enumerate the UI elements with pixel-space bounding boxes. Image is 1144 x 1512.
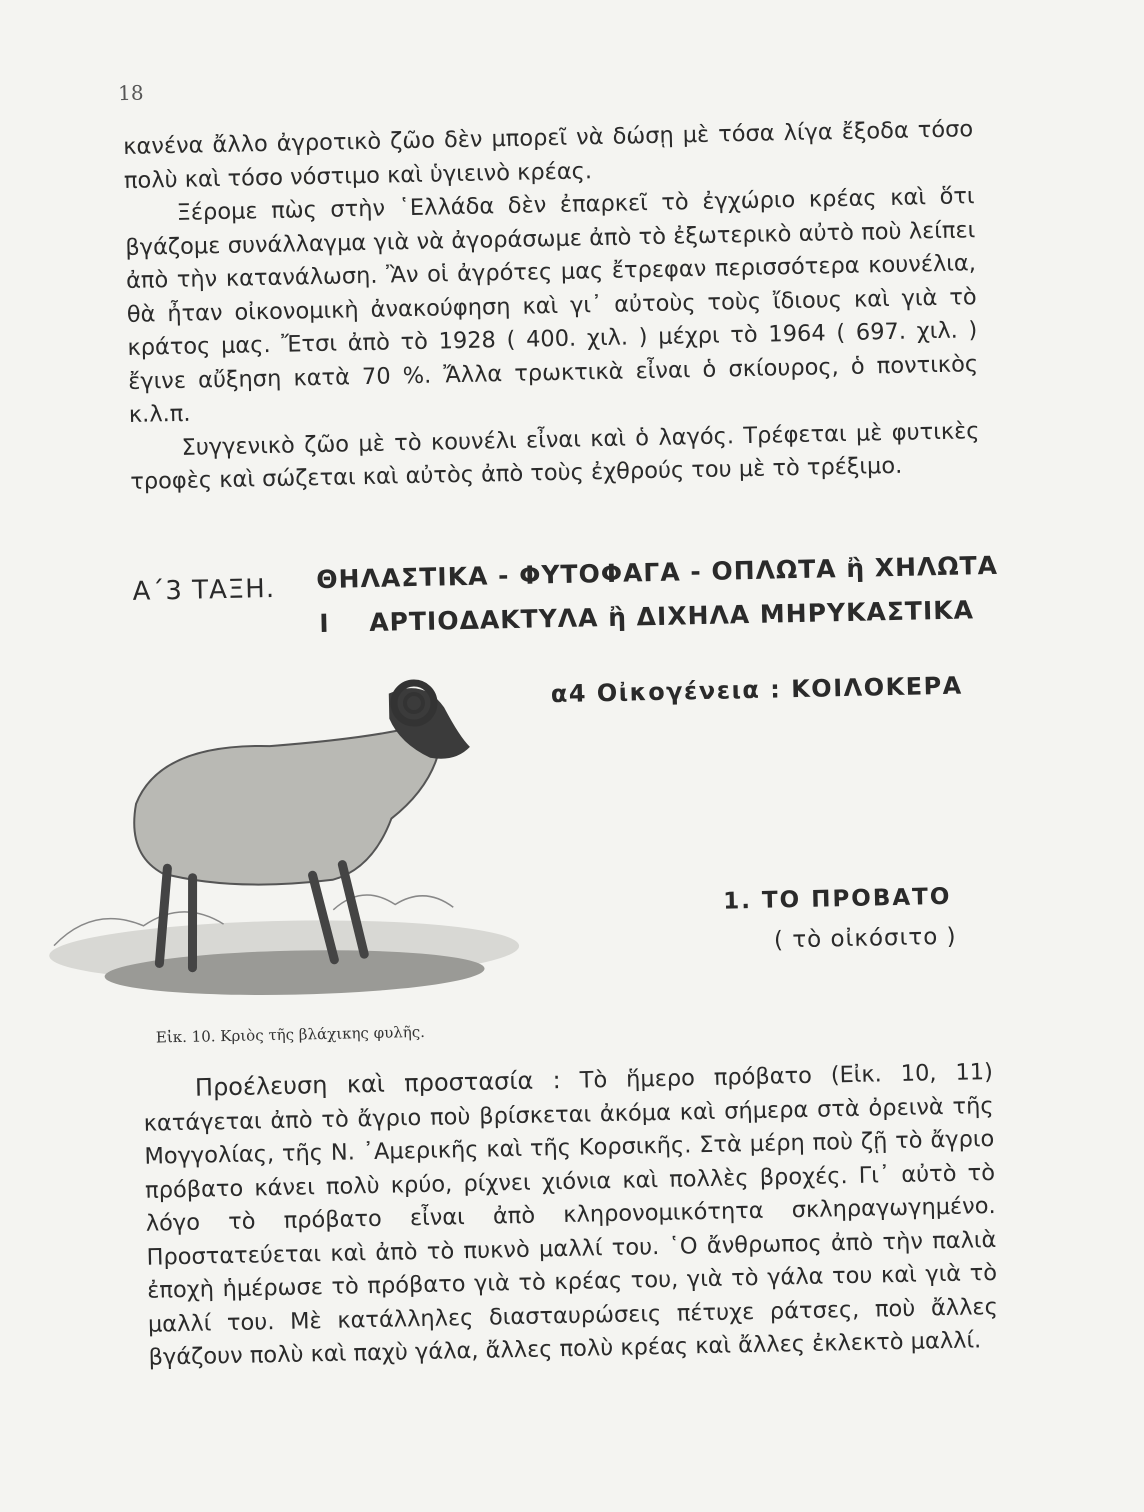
chapter-title: 1. ΤΟ ΠΡΟΒΑΤΟ: [722, 883, 952, 915]
page-number: 18: [117, 80, 144, 106]
ram-illustration: [28, 656, 535, 1021]
section-numeral: Ι: [318, 608, 330, 639]
section-heading-line1: ΘΗΛΑΣΤΙΚΑ - ΦΥΤΟΦΑΓΑ - ΟΠΛΩΤΑ ἢ ΧΗΛΩΤΑ: [316, 550, 999, 595]
paragraph: Ξέρομε πὼς στὴν ῾Ελλάδα δὲν ἐπαρκεῖ τὸ ἐγχώριο κρέας καὶ ὅτι βγάζομε συνάλλαγμα γιὰ νὰ ἀγοράσωμε ἀπὸ τὸ ἐξωτερικὸ αὐτὸ ποὺ λείπει ἀπὸ τὴν κατανάλωση. Ἂν οἱ ἀγρότες μας ἔτρεφαν περισσότερα κουνέλια, θὰ ἦταν οἰκονομικὴ ἀνακούφηση καὶ γι᾿ αὐτοὺς τοὺς ἴδιους καὶ γιὰ τὸ κράτος μας. Ἔτσι ἀπὸ τὸ 1928 ( 400. χιλ. ) μέχρι τὸ 1964 ( 697. χιλ. ) ἔγινε αὔξηση κατὰ 70 %. Ἄλλα τρωκτικὰ εἶναι ὁ σκίουρος, ὁ ποντικὸς κ.λ.π.: [125, 183, 979, 428]
top-text: [123, 113, 981, 499]
paragraph: Τὸ ἥμερο πρόβατο (Εἰκ. 10, 11) κατάγεται ἀπὸ τὸ ἄγριο ποὺ βρίσκεται ἀκόμα καὶ σήμερα στὰ ὀρεινὰ τῆς Μογγολίας, τῆς Ν. ᾿Αμερικῆς καὶ τῆς Κορσικῆς. Στὰ μέρη ποὺ ζῇ τὸ ἄγριο πρόβατο κάνει πολὺ κρύο, ρίχνει χιόνια καὶ πολλὲς βροχές. Γι᾿ αὐτὸ τὸ λόγο τὸ πρόβατο εἶναι ἀπὸ κληρονομικότητα σκληραγωγημένο. Προστατεύεται καὶ ἀπὸ τὸ πυκνὸ μαλλί του. ῾Ο ἄνθρωπος ἀπὸ τὴν παλιὰ ἐποχὴ ἡμέρωσε τὸ πρόβατο γιὰ τὸ κρέας του, γιὰ τὸ γάλα του καὶ γιὰ τὸ μαλλί του. Μὲ κατάλληλες διασταυρώσεις πέτυχε ράτσες, ποὺ ἄλλες βγάζουν πολὺ καὶ παχὺ γάλα, ἄλλες πολὺ κρέας καὶ ἄλλες ἐκλεκτὸ μαλλί.: [143, 1059, 999, 1371]
lead-in: Προέλευση καὶ προστασία :: [194, 1066, 562, 1102]
family-heading: α4 Οἰκογένεια : ΚΟΙΛΟΚΕΡΑ: [550, 671, 964, 709]
section-heading-line2: ΑΡΤΙΟΔΑΚΤΥΛΑ ἢ ΔΙΧΗΛΑ ΜΗΡΥΚΑΣΤΙΚΑ: [368, 595, 975, 637]
paragraph: Συγγενικὸ ζῶο μὲ τὸ κουνέλι εἶναι καὶ ὁ λαγός. Τρέφεται μὲ φυτικὲς τροφὲς καὶ σώζεται καὶ αὐτὸς ἀπὸ τοὺς ἐχθρούς του μὲ τὸ τρέξιμο.: [130, 417, 980, 495]
paragraph: κανένα ἄλλο ἀγροτικὸ ζῶο δὲν μπορεῖ νὰ δώσῃ μὲ τόσα λίγα ἔξοδα τόσο πολὺ καὶ τόσο νόστιμο καὶ ὑγιεινὸ κρέας.: [123, 116, 974, 194]
bottom-text: [143, 1055, 999, 1375]
chapter-subtitle: ( τὸ οἰκόσιτο ): [773, 923, 957, 954]
figure-caption: Εἰκ. 10. Κριὸς τῆς βλάχικης φυλῆς.: [155, 1022, 426, 1047]
section-label: Α΄3 ΤΑΞΗ.: [132, 573, 276, 607]
